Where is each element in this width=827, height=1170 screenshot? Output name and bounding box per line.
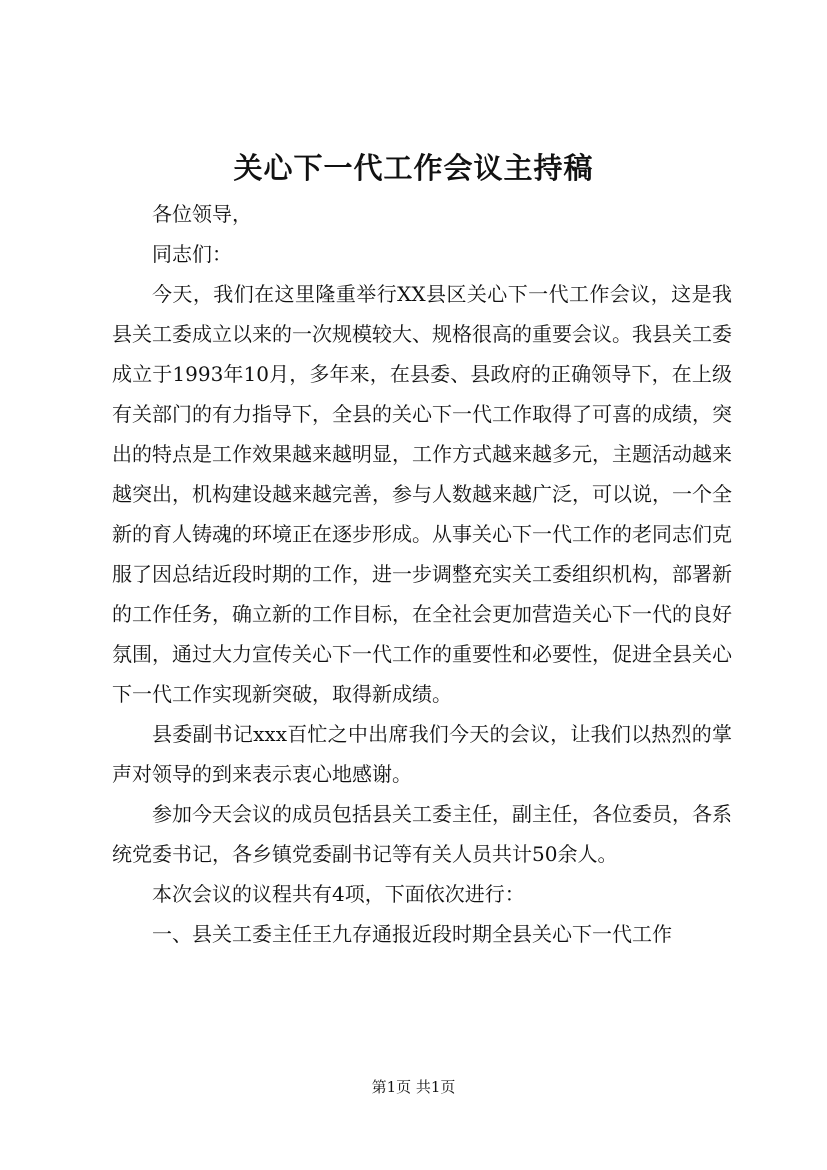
greeting-comrades: 同志们： xyxy=(152,242,232,266)
greeting-leaders: 各位领导， xyxy=(152,202,252,226)
document-title: 关心下一代工作会议主持稿 xyxy=(233,151,594,185)
paragraph-introduction: 今天，我们在这里隆重举行XX县区关心下一代工作会议，这是我县关工委成立以来的一次规模较大、规格很高的重要会议。我县关工委成立于1993年10月，多年来，在县委、县政府的正确领导下，在上级有关部门的有力指导下，全县的关心下一代工作取得了可喜的成绩，突出的特点是工作效果越来越明显，工作方式越来越多元，主题活动越来越突出，机构建设越来越完善，参与人数越来越广泛，可以说，一个全新的育人铸魂的环境正在逐步形成。从事关心下一代工作的老同志们克服了因总结近段时期的工作，进一步调整充实关工委组织机构，部署新的工作任务，确立新的工作目标，在全社会更加营造关心下一代的良好氛围，通过大力宣传关心下一代工作的重要性和必要性，促进全县关心下一代工作实现新突破，取得新成绩。 xyxy=(112,282,732,706)
paragraph-agenda-item-1: 一、县关工委主任王九存通报近段时期全县关心下一代工作 xyxy=(152,922,672,946)
paragraph-guest-welcome: 县委副书记xxx百忙之中出席我们今天的会议，让我们以热烈的掌声对领导的到来表示衷心地感谢。 xyxy=(112,722,732,786)
paragraph-agenda: 本次会议的议程共有4项，下面依次进行： xyxy=(152,882,525,906)
page-footer: 第1页 共1页 xyxy=(371,1078,456,1096)
document-body xyxy=(112,194,732,954)
paragraph-attendees: 参加今天会议的成员包括县关工委主任，副主任，各位委员，各系统党委书记，各乡镇党委副书记等有关人员共计50余人。 xyxy=(112,802,732,866)
